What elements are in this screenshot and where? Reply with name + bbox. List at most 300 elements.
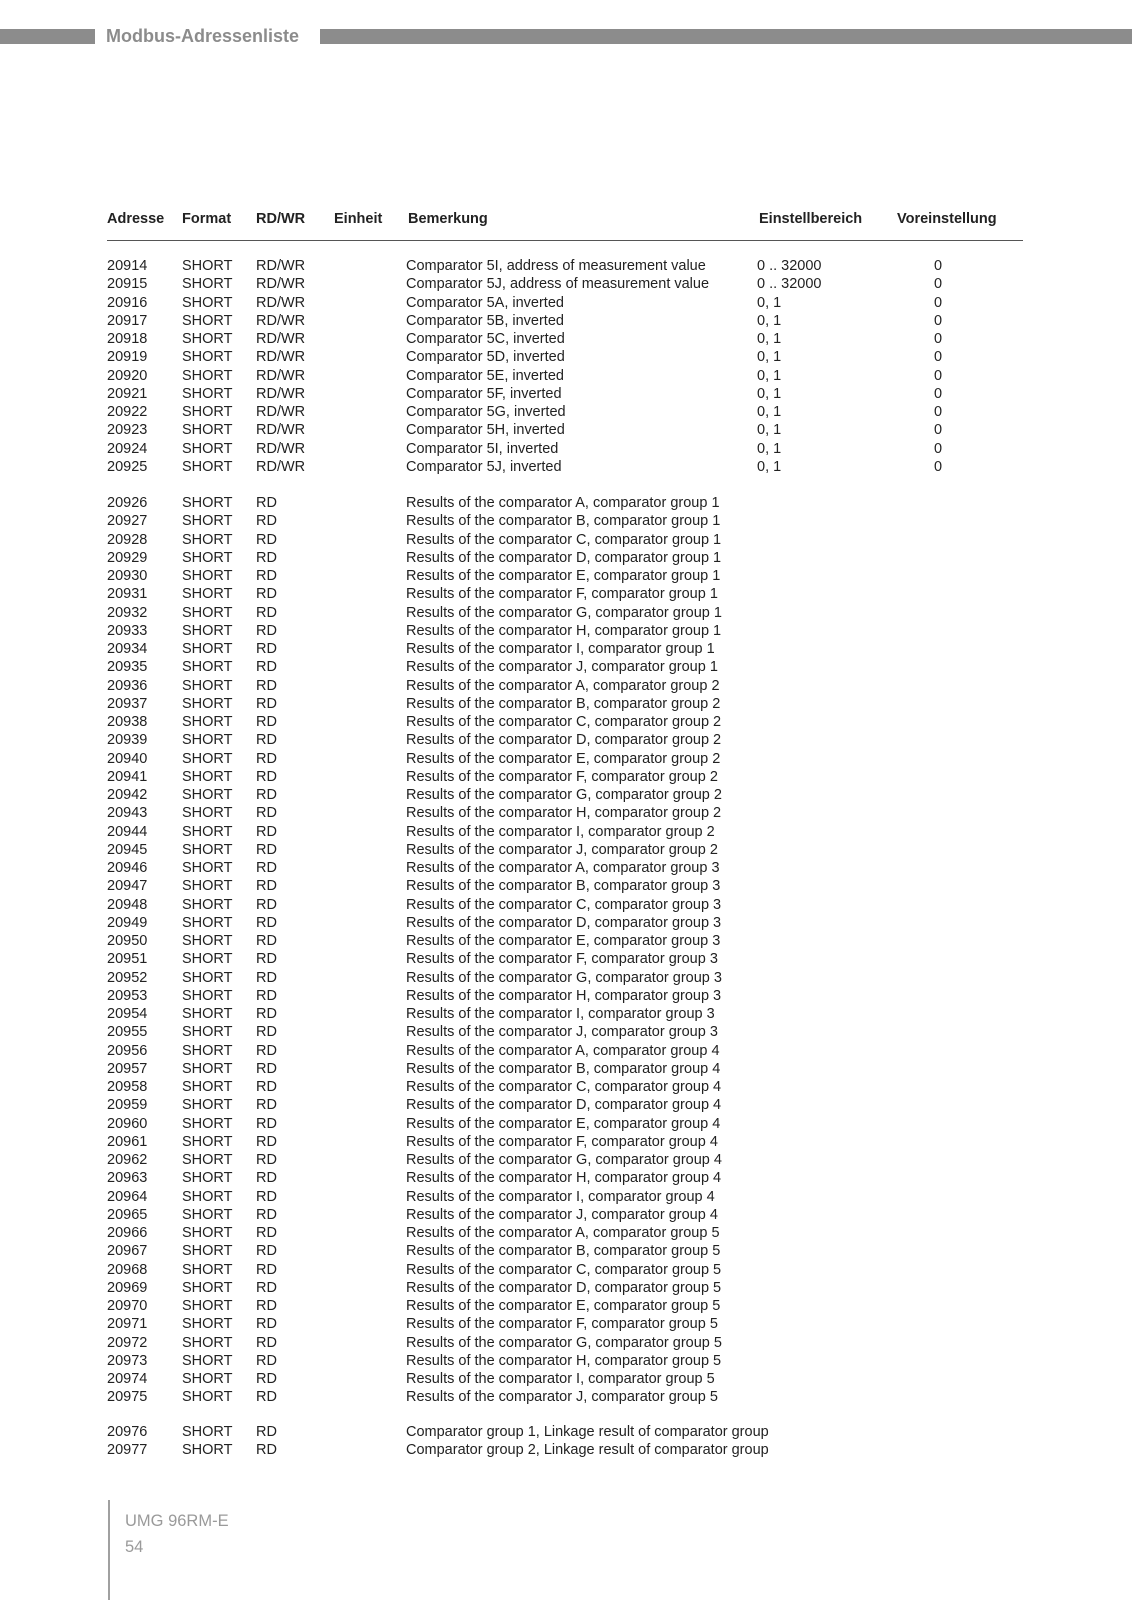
table-row <box>0 1115 1132 1133</box>
table-row <box>0 312 1132 330</box>
cell-bemerkung: Results of the comparator C, comparator group 2 <box>406 714 722 730</box>
cell-rdwr: RD <box>256 1424 277 1440</box>
table-row <box>0 1261 1132 1279</box>
cell-einstellbereich: 0, 1 <box>757 440 782 457</box>
cell-bemerkung: Comparator 5H, inverted <box>406 422 565 439</box>
cell-format: SHORT <box>182 750 233 767</box>
cell-adresse: 20917 <box>107 312 148 329</box>
cell-format: SHORT <box>182 732 233 749</box>
cell-adresse: 20914 <box>107 258 148 274</box>
table-row <box>0 750 1132 768</box>
cell-format: SHORT <box>182 1060 233 1077</box>
cell-rdwr: RD <box>256 951 277 968</box>
table-row <box>0 440 1132 458</box>
header-rule <box>107 240 1023 241</box>
cell-adresse: 20976 <box>107 1424 148 1440</box>
cell-adresse: 20942 <box>107 787 148 803</box>
cell-einstellbereich: 0, 1 <box>757 385 782 402</box>
cell-rdwr: RD <box>256 987 277 1004</box>
cell-adresse: 20954 <box>107 1006 148 1022</box>
cell-rdwr: RD <box>256 1006 277 1022</box>
cell-voreinstellung: 0 <box>933 458 943 475</box>
cell-format: SHORT <box>182 549 233 566</box>
cell-rdwr: RD/WR <box>256 367 306 384</box>
cell-format: SHORT <box>182 878 233 895</box>
cell-rdwr: RD <box>256 568 277 584</box>
cell-adresse: 20953 <box>107 987 148 1004</box>
table-row <box>0 786 1132 804</box>
cell-adresse: 20915 <box>107 276 148 293</box>
cell-einstellbereich: 0 .. 32000 <box>757 258 822 274</box>
cell-adresse: 20957 <box>107 1060 148 1077</box>
cell-bemerkung: Comparator 5E, inverted <box>406 367 564 384</box>
cell-rdwr: RD <box>256 1371 277 1387</box>
cell-bemerkung: Results of the comparator F, comparator group 5 <box>406 1316 718 1333</box>
cell-format: SHORT <box>182 787 233 803</box>
page-header <box>0 27 1132 45</box>
table-row <box>0 1441 1132 1459</box>
cell-rdwr: RD <box>256 1442 277 1459</box>
cell-format: SHORT <box>182 1424 233 1440</box>
cell-rdwr: RD <box>256 823 277 840</box>
column-header-einheit: Einheit <box>334 211 383 227</box>
table-row <box>0 768 1132 786</box>
cell-bemerkung: Results of the comparator A, comparator group 1 <box>406 495 720 511</box>
cell-rdwr: RD <box>256 1097 277 1114</box>
cell-voreinstellung: 0 <box>933 258 943 274</box>
table-row <box>0 713 1132 731</box>
cell-bemerkung: Results of the comparator F, comparator group 3 <box>406 951 718 968</box>
cell-adresse: 20921 <box>107 385 148 402</box>
cell-bemerkung: Results of the comparator A, comparator group 3 <box>406 860 720 876</box>
cell-format: SHORT <box>182 1133 233 1150</box>
cell-bemerkung: Results of the comparator J, comparator group 4 <box>406 1206 718 1223</box>
cell-bemerkung: Results of the comparator H, comparator group 1 <box>406 622 722 639</box>
cell-einstellbereich: 0, 1 <box>757 422 782 439</box>
cell-rdwr: RD <box>256 1279 277 1296</box>
cell-adresse: 20923 <box>107 422 148 439</box>
cell-adresse: 20941 <box>107 768 148 785</box>
cell-adresse: 20924 <box>107 440 148 457</box>
cell-format: SHORT <box>182 896 233 913</box>
cell-adresse: 20944 <box>107 823 148 840</box>
cell-rdwr: RD <box>256 1298 277 1314</box>
cell-rdwr: RD <box>256 878 277 895</box>
cell-bemerkung: Results of the comparator H, comparator group 2 <box>406 805 722 822</box>
table-row <box>0 896 1132 914</box>
cell-format: SHORT <box>182 1298 233 1314</box>
cell-rdwr: RD <box>256 1079 277 1095</box>
cell-adresse: 20969 <box>107 1279 148 1296</box>
table-row <box>0 1188 1132 1206</box>
cell-adresse: 20925 <box>107 458 148 475</box>
column-header-format: Format <box>182 211 232 227</box>
table-row <box>0 1242 1132 1260</box>
cell-format: SHORT <box>182 367 233 384</box>
cell-adresse: 20922 <box>107 404 148 420</box>
cell-format: SHORT <box>182 258 233 274</box>
cell-rdwr: RD <box>256 750 277 767</box>
cell-bemerkung: Comparator 5F, inverted <box>406 385 562 402</box>
cell-bemerkung: Results of the comparator D, comparator group 5 <box>406 1279 722 1296</box>
cell-rdwr: RD <box>256 896 277 913</box>
cell-adresse: 20946 <box>107 860 148 876</box>
cell-format: SHORT <box>182 1115 233 1132</box>
cell-format: SHORT <box>182 695 233 712</box>
cell-bemerkung: Results of the comparator F, comparator group 4 <box>406 1133 718 1150</box>
cell-rdwr: RD <box>256 1024 277 1041</box>
column-header-bemerkung: Bemerkung <box>408 211 488 227</box>
cell-format: SHORT <box>182 1097 233 1114</box>
cell-bemerkung: Results of the comparator G, comparator group 1 <box>406 604 722 621</box>
cell-adresse: 20971 <box>107 1316 148 1333</box>
table-row <box>0 367 1132 385</box>
column-header-rdwr: RD/WR <box>256 211 306 227</box>
cell-bemerkung: Results of the comparator E, comparator group 5 <box>406 1298 721 1314</box>
table-row <box>0 385 1132 403</box>
cell-voreinstellung: 0 <box>933 331 943 347</box>
cell-rdwr: RD <box>256 732 277 749</box>
cell-adresse: 20964 <box>107 1188 148 1205</box>
cell-format: SHORT <box>182 768 233 785</box>
table-row <box>0 1078 1132 1096</box>
cell-einstellbereich: 0, 1 <box>757 312 782 329</box>
cell-format: SHORT <box>182 404 233 420</box>
table-row <box>0 458 1132 476</box>
page-number: 54 <box>125 1538 144 1556</box>
cell-bemerkung: Results of the comparator F, comparator group 2 <box>406 768 718 785</box>
cell-rdwr: RD <box>256 531 277 548</box>
cell-voreinstellung: 0 <box>933 385 943 402</box>
table-row <box>0 567 1132 585</box>
cell-adresse: 20918 <box>107 331 148 347</box>
header-bar-right <box>320 29 1132 44</box>
cell-adresse: 20955 <box>107 1024 148 1041</box>
table-row <box>0 549 1132 567</box>
cell-rdwr: RD <box>256 805 277 822</box>
cell-rdwr: RD/WR <box>256 331 306 347</box>
cell-format: SHORT <box>182 604 233 621</box>
cell-adresse: 20960 <box>107 1115 148 1132</box>
cell-rdwr: RD <box>256 1316 277 1333</box>
table-row <box>0 1423 1132 1441</box>
cell-rdwr: RD <box>256 1133 277 1150</box>
cell-rdwr: RD/WR <box>256 440 306 457</box>
cell-rdwr: RD <box>256 1352 277 1369</box>
cell-format: SHORT <box>182 531 233 548</box>
cell-einstellbereich: 0, 1 <box>757 294 782 311</box>
cell-adresse: 20970 <box>107 1298 148 1314</box>
cell-format: SHORT <box>182 1152 233 1168</box>
cell-bemerkung: Results of the comparator C, comparator group 3 <box>406 896 722 913</box>
cell-format: SHORT <box>182 1243 233 1260</box>
table-row <box>0 932 1132 950</box>
cell-format: SHORT <box>182 1261 233 1278</box>
cell-format: SHORT <box>182 312 233 329</box>
cell-adresse: 20943 <box>107 805 148 822</box>
cell-rdwr: RD <box>256 1389 277 1406</box>
column-header-einstellbereich: Einstellbereich <box>759 211 863 227</box>
cell-einstellbereich: 0 .. 32000 <box>757 276 822 293</box>
cell-adresse: 20934 <box>107 641 148 657</box>
cell-bemerkung: Results of the comparator G, comparator group 5 <box>406 1334 722 1351</box>
cell-voreinstellung: 0 <box>933 404 943 420</box>
cell-bemerkung: Comparator 5B, inverted <box>406 312 564 329</box>
cell-bemerkung: Comparator 5J, inverted <box>406 458 562 475</box>
cell-adresse: 20931 <box>107 586 148 603</box>
cell-bemerkung: Results of the comparator G, comparator group 3 <box>406 969 722 986</box>
cell-bemerkung: Results of the comparator C, comparator group 1 <box>406 531 722 548</box>
cell-bemerkung: Results of the comparator E, comparator group 2 <box>406 750 721 767</box>
cell-bemerkung: Results of the comparator I, comparator group 4 <box>406 1188 715 1205</box>
cell-voreinstellung: 0 <box>933 349 943 366</box>
cell-format: SHORT <box>182 294 233 311</box>
table-row <box>0 494 1132 512</box>
cell-bemerkung: Results of the comparator J, comparator group 2 <box>406 841 718 858</box>
cell-bemerkung: Results of the comparator D, comparator group 2 <box>406 732 722 749</box>
cell-bemerkung: Results of the comparator H, comparator group 5 <box>406 1352 722 1369</box>
cell-bemerkung: Results of the comparator H, comparator group 4 <box>406 1170 722 1187</box>
cell-rdwr: RD <box>256 1261 277 1278</box>
cell-rdwr: RD <box>256 622 277 639</box>
table-row <box>0 294 1132 312</box>
cell-bemerkung: Comparator 5C, inverted <box>406 331 565 347</box>
table-row <box>0 804 1132 822</box>
cell-voreinstellung: 0 <box>933 440 943 457</box>
cell-adresse: 20962 <box>107 1152 148 1168</box>
table-row <box>0 677 1132 695</box>
cell-adresse: 20966 <box>107 1225 148 1241</box>
cell-rdwr: RD <box>256 1060 277 1077</box>
cell-adresse: 20920 <box>107 367 148 384</box>
cell-bemerkung: Results of the comparator J, comparator group 1 <box>406 659 718 676</box>
cell-adresse: 20935 <box>107 659 148 676</box>
table-row <box>0 731 1132 749</box>
cell-bemerkung: Results of the comparator E, comparator group 4 <box>406 1115 721 1132</box>
cell-bemerkung: Comparator 5A, inverted <box>406 294 564 311</box>
cell-voreinstellung: 0 <box>933 276 943 293</box>
cell-bemerkung: Results of the comparator G, comparator group 4 <box>406 1152 722 1168</box>
cell-rdwr: RD <box>256 695 277 712</box>
table-row <box>0 1096 1132 1114</box>
cell-adresse: 20965 <box>107 1206 148 1223</box>
cell-rdwr: RD <box>256 641 277 657</box>
cell-format: SHORT <box>182 1371 233 1387</box>
cell-bemerkung: Results of the comparator G, comparator group 2 <box>406 787 722 803</box>
cell-bemerkung: Results of the comparator J, comparator group 5 <box>406 1389 718 1406</box>
table-row <box>0 1224 1132 1242</box>
cell-rdwr: RD <box>256 495 277 511</box>
cell-format: SHORT <box>182 1042 233 1059</box>
table-row <box>0 658 1132 676</box>
cell-format: SHORT <box>182 495 233 511</box>
cell-format: SHORT <box>182 586 233 603</box>
cell-rdwr: RD <box>256 914 277 931</box>
cell-bemerkung: Results of the comparator B, comparator group 2 <box>406 695 721 712</box>
cell-format: SHORT <box>182 1352 233 1369</box>
cell-bemerkung: Results of the comparator F, comparator group 1 <box>406 586 718 603</box>
cell-bemerkung: Comparator 5J, address of measurement value <box>406 276 710 293</box>
cell-bemerkung: Results of the comparator A, comparator group 4 <box>406 1042 720 1059</box>
cell-format: SHORT <box>182 349 233 366</box>
cell-rdwr: RD/WR <box>256 312 306 329</box>
cell-adresse: 20932 <box>107 604 148 621</box>
cell-format: SHORT <box>182 1079 233 1095</box>
header-title: Modbus-Adressenliste <box>106 26 300 46</box>
cell-adresse: 20948 <box>107 896 148 913</box>
cell-rdwr: RD <box>256 1334 277 1351</box>
table-row <box>0 1370 1132 1388</box>
table-row <box>0 1169 1132 1187</box>
cell-rdwr: RD <box>256 714 277 730</box>
cell-adresse: 20949 <box>107 914 148 931</box>
cell-bemerkung: Results of the comparator B, comparator group 4 <box>406 1060 721 1077</box>
cell-adresse: 20927 <box>107 513 148 530</box>
cell-format: SHORT <box>182 987 233 1004</box>
cell-bemerkung: Results of the comparator E, comparator group 3 <box>406 933 721 949</box>
cell-adresse: 20977 <box>107 1442 148 1459</box>
cell-format: SHORT <box>182 677 233 694</box>
cell-adresse: 20938 <box>107 714 148 730</box>
table-row <box>0 1315 1132 1333</box>
cell-rdwr: RD/WR <box>256 422 306 439</box>
cell-adresse: 20950 <box>107 933 148 949</box>
cell-rdwr: RD <box>256 860 277 876</box>
table-row <box>0 823 1132 841</box>
cell-rdwr: RD/WR <box>256 404 306 420</box>
cell-adresse: 20975 <box>107 1389 148 1406</box>
cell-format: SHORT <box>182 1188 233 1205</box>
cell-rdwr: RD <box>256 659 277 676</box>
cell-bemerkung: Results of the comparator I, comparator group 3 <box>406 1006 715 1022</box>
table-row <box>0 1005 1132 1023</box>
cell-rdwr: RD <box>256 768 277 785</box>
cell-rdwr: RD <box>256 1115 277 1132</box>
table-row <box>0 841 1132 859</box>
cell-rdwr: RD <box>256 513 277 530</box>
cell-rdwr: RD/WR <box>256 349 306 366</box>
cell-einstellbereich: 0, 1 <box>757 349 782 366</box>
cell-format: SHORT <box>182 1225 233 1241</box>
cell-format: SHORT <box>182 385 233 402</box>
cell-adresse: 20936 <box>107 677 148 694</box>
table-row <box>0 512 1132 530</box>
table-row <box>0 1388 1132 1406</box>
table-row <box>0 348 1132 366</box>
cell-adresse: 20937 <box>107 695 148 712</box>
cell-rdwr: RD/WR <box>256 385 306 402</box>
table-row <box>0 987 1132 1005</box>
cell-rdwr: RD <box>256 1152 277 1168</box>
cell-bemerkung: Comparator 5D, inverted <box>406 349 565 366</box>
cell-adresse: 20963 <box>107 1170 148 1187</box>
cell-bemerkung: Results of the comparator D, comparator group 3 <box>406 914 722 931</box>
table-row <box>0 1334 1132 1352</box>
cell-format: SHORT <box>182 422 233 439</box>
cell-voreinstellung: 0 <box>933 294 943 311</box>
cell-adresse: 20958 <box>107 1079 148 1095</box>
footer-line <box>108 1500 110 1600</box>
cell-rdwr: RD <box>256 841 277 858</box>
table-row <box>0 275 1132 293</box>
table-row <box>0 531 1132 549</box>
cell-einstellbereich: 0, 1 <box>757 367 782 384</box>
cell-bemerkung: Results of the comparator I, comparator group 5 <box>406 1371 715 1387</box>
table-row <box>0 859 1132 877</box>
cell-voreinstellung: 0 <box>933 367 943 384</box>
cell-format: SHORT <box>182 1170 233 1187</box>
table-row <box>0 640 1132 658</box>
cell-format: SHORT <box>182 914 233 931</box>
cell-bemerkung: Comparator 5G, inverted <box>406 404 566 420</box>
table-row <box>0 1151 1132 1169</box>
cell-adresse: 20959 <box>107 1097 148 1114</box>
table-row <box>0 1352 1132 1370</box>
cell-adresse: 20945 <box>107 841 148 858</box>
cell-adresse: 20956 <box>107 1042 148 1059</box>
cell-rdwr: RD/WR <box>256 294 306 311</box>
cell-adresse: 20916 <box>107 294 148 311</box>
cell-voreinstellung: 0 <box>933 312 943 329</box>
cell-bemerkung: Results of the comparator B, comparator group 3 <box>406 878 721 895</box>
cell-rdwr: RD <box>256 604 277 621</box>
table-row <box>0 1023 1132 1041</box>
table-row <box>0 604 1132 622</box>
cell-bemerkung: Results of the comparator J, comparator group 3 <box>406 1024 718 1041</box>
cell-format: SHORT <box>182 440 233 457</box>
cell-einstellbereich: 0, 1 <box>757 404 782 420</box>
cell-format: SHORT <box>182 331 233 347</box>
cell-adresse: 20951 <box>107 951 148 968</box>
cell-adresse: 20974 <box>107 1371 148 1387</box>
cell-adresse: 20947 <box>107 878 148 895</box>
table-row <box>0 969 1132 987</box>
cell-format: SHORT <box>182 805 233 822</box>
column-header-voreinstellung: Voreinstellung <box>897 211 997 227</box>
table-row <box>0 1206 1132 1224</box>
cell-bemerkung: Results of the comparator A, comparator group 2 <box>406 677 720 694</box>
cell-format: SHORT <box>182 1316 233 1333</box>
cell-rdwr: RD <box>256 549 277 566</box>
table-row <box>0 622 1132 640</box>
header-bar-left <box>0 29 95 44</box>
table-row <box>0 421 1132 439</box>
cell-einstellbereich: 0, 1 <box>757 458 782 475</box>
cell-adresse: 20933 <box>107 622 148 639</box>
cell-rdwr: RD <box>256 969 277 986</box>
table-row <box>0 1133 1132 1151</box>
cell-rdwr: RD <box>256 1206 277 1223</box>
cell-format: SHORT <box>182 951 233 968</box>
cell-bemerkung: Results of the comparator A, comparator group 5 <box>406 1225 720 1241</box>
cell-adresse: 20926 <box>107 495 148 511</box>
cell-bemerkung: Comparator 5I, address of measurement value <box>406 258 706 274</box>
cell-format: SHORT <box>182 659 233 676</box>
table-row <box>0 695 1132 713</box>
cell-rdwr: RD/WR <box>256 458 306 475</box>
table-row <box>0 1297 1132 1315</box>
cell-format: SHORT <box>182 1389 233 1406</box>
cell-bemerkung: Comparator 5I, inverted <box>406 440 559 457</box>
cell-bemerkung: Comparator group 2, Linkage result of comparator group <box>406 1442 769 1459</box>
cell-format: SHORT <box>182 933 233 949</box>
cell-adresse: 20973 <box>107 1352 148 1369</box>
cell-bemerkung: Results of the comparator B, comparator group 5 <box>406 1243 721 1260</box>
cell-adresse: 20930 <box>107 568 148 584</box>
cell-format: SHORT <box>182 1006 233 1022</box>
cell-format: SHORT <box>182 1334 233 1351</box>
cell-adresse: 20952 <box>107 969 148 986</box>
